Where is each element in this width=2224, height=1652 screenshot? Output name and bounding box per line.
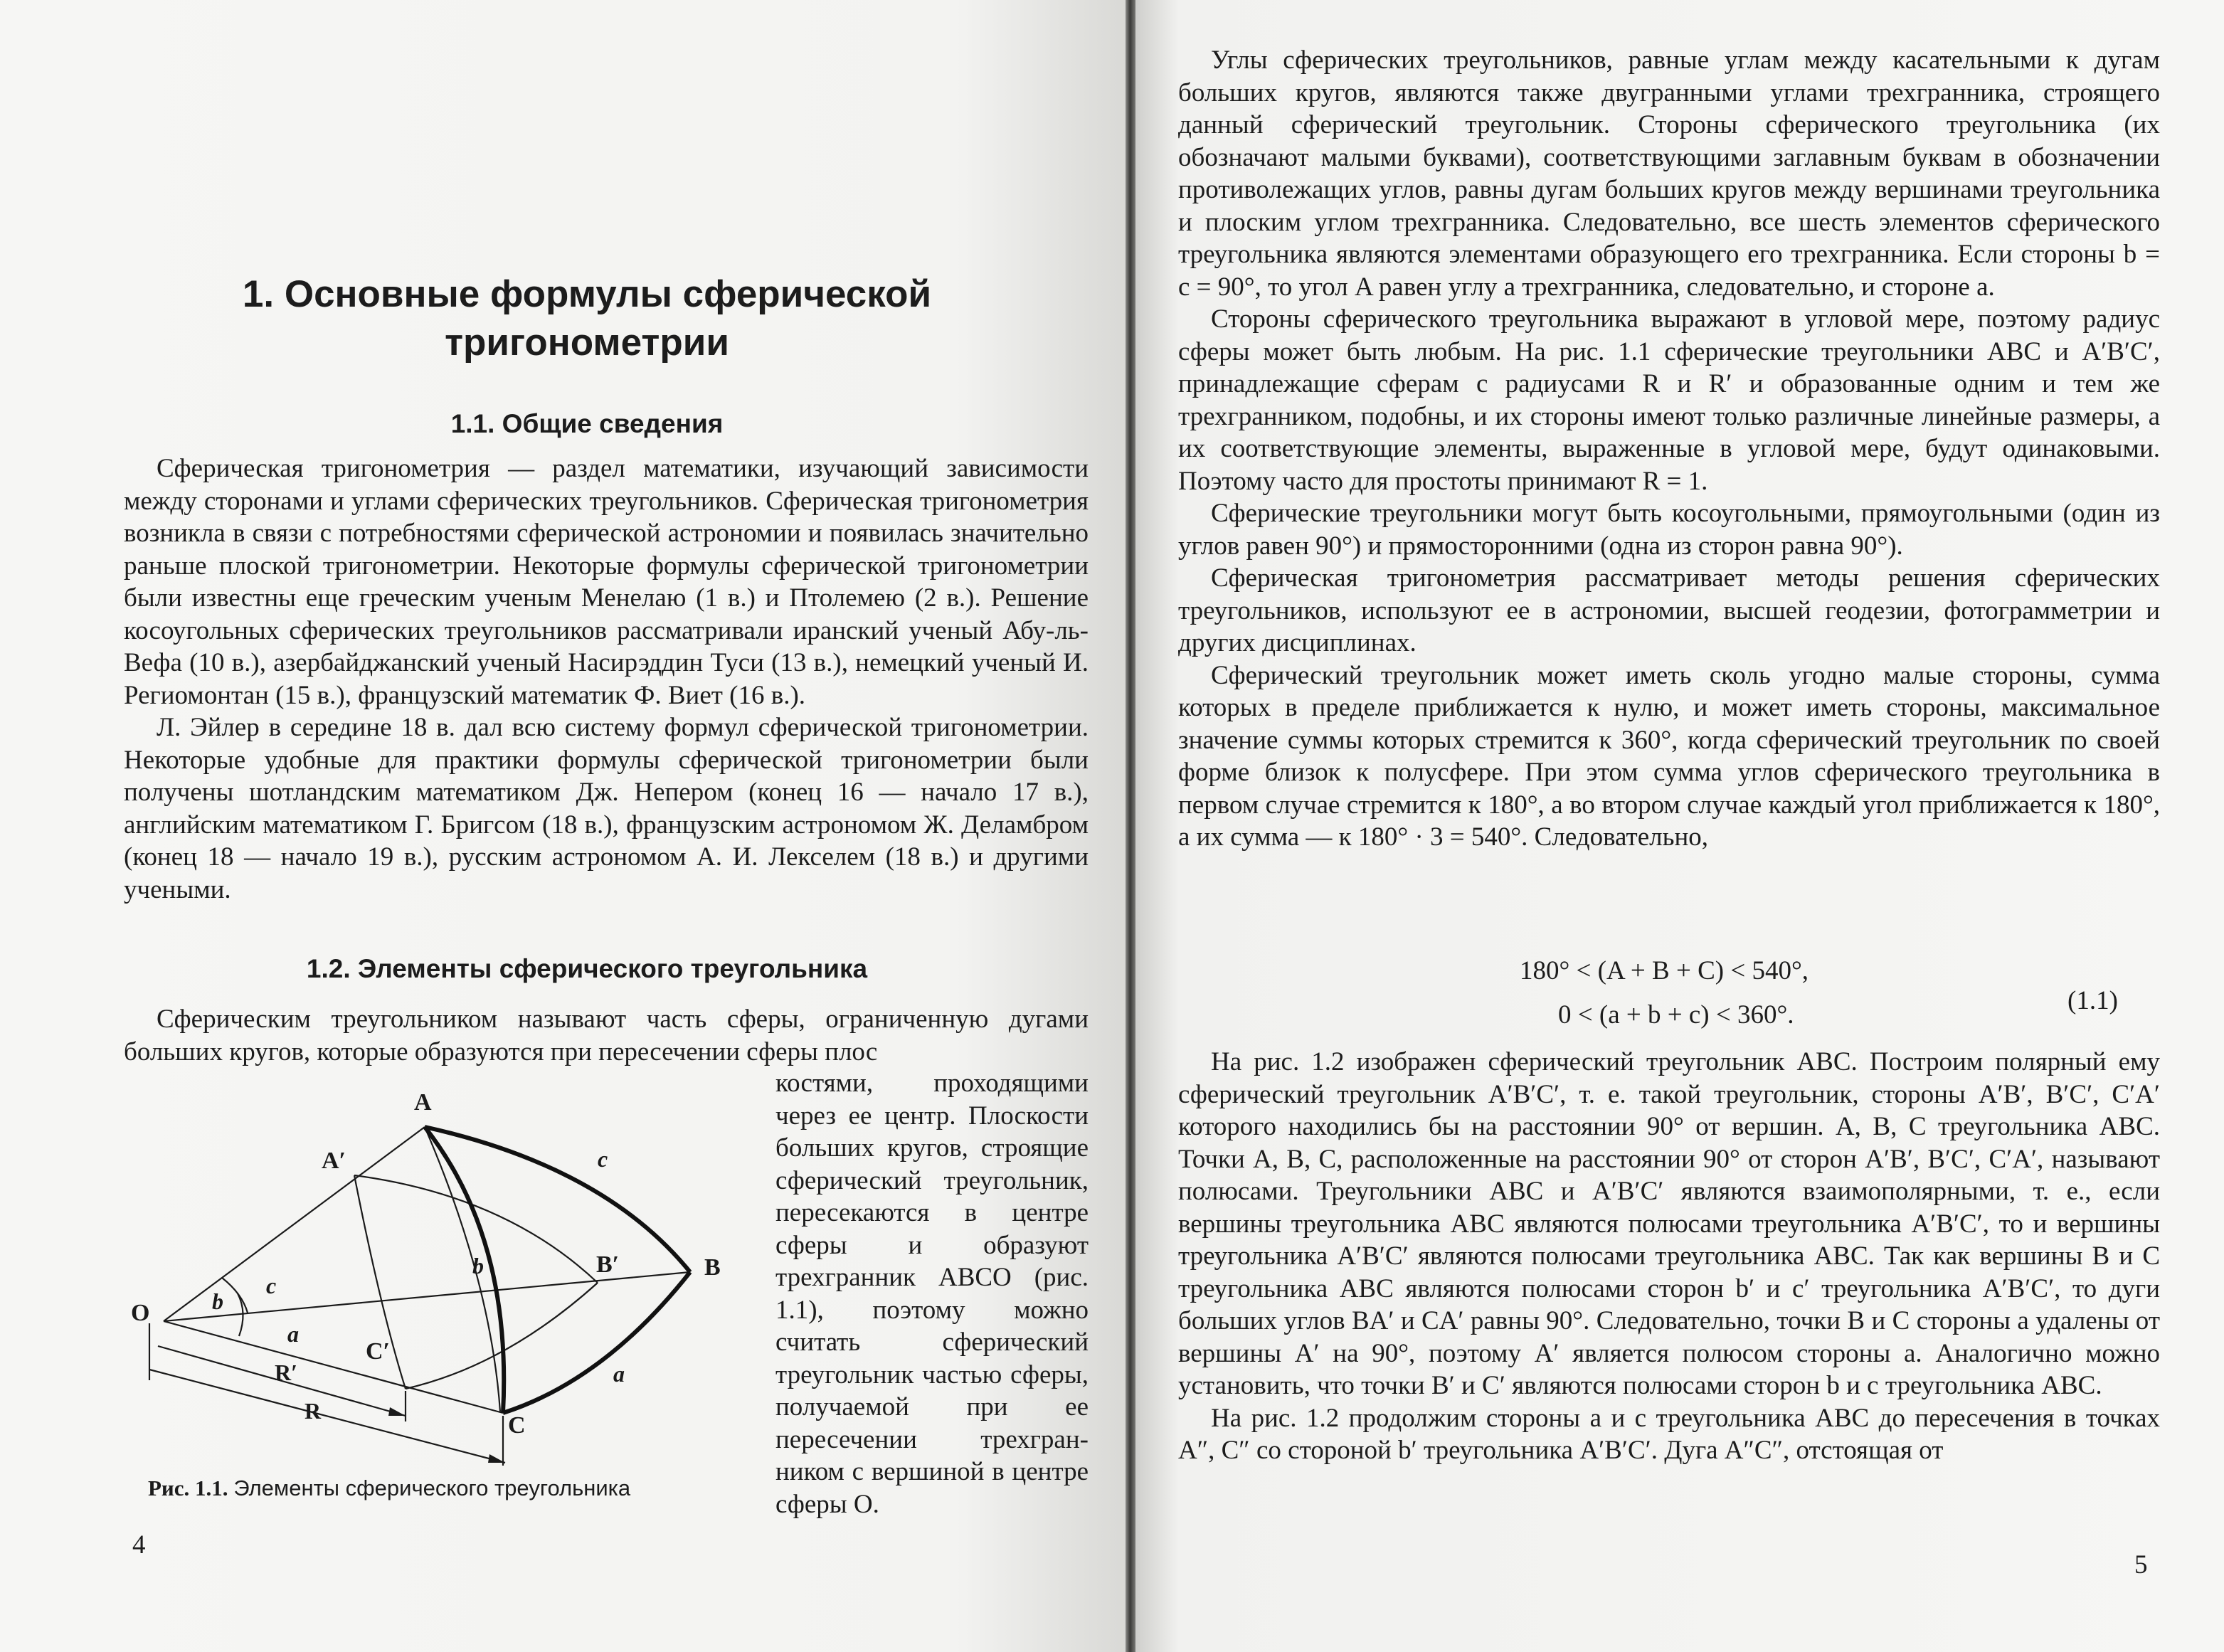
arrow-R-prime-end	[388, 1407, 406, 1416]
right-paragraph-3: Сферические треугольники могут быть косоугольными, прямоугольными (один из углов равен 90°) и прямосторонними (одна из сторон равна 90°).	[1178, 499, 2160, 561]
formula-number: (1.1)	[2067, 986, 2118, 1015]
label-B: B	[704, 1254, 721, 1281]
right-paragraph-4: Сферическая тригонометрия рассматривает методы решения сферических треугольников, используют ее в астрономии, высшей геодезии, фотограмметрии и других дисциплинах.	[1178, 563, 2160, 657]
right-paragraph-7: На рис. 1.2 продолжим стороны a и c треугольника ABC до пересечения в точках A″, C″ со стороной b′ треугольника A′B′C′. Дуга A″C″, отстоящая от	[1178, 1403, 2160, 1465]
label-R-prime: R′	[275, 1360, 298, 1385]
section-1-2-intro-text: Сферическим треугольником называют часть сферы, ограниченную дугами больших кругов, которые образуются при пересечении сферы плос	[124, 1005, 1089, 1066]
figure-caption-text: Элементы сферического треугольника	[233, 1476, 631, 1500]
section-1-1-heading: 1.1. Общие сведения	[450, 409, 724, 438]
label-C: C	[508, 1412, 526, 1439]
right-paragraph-5: Сферический треугольник может иметь сколь угодно малые стороны, сумма которых в пределе приближается к нулю, и может иметь стороны, максимальное значение суммы которых стремится к 360°, когда сферический треугольник по своей форме близок к полусфере. При этом сумма углов сферического треугольника в первом случае стремится к 180°, а во втором случае каждый угол приближается к 180°, а их сумма — к 180° · 3 = 540°. Следовательно,	[1178, 660, 2160, 852]
label-arc-c: c	[598, 1146, 608, 1172]
figure-1-1-caption	[148, 1476, 630, 1501]
label-angle-a: a	[287, 1321, 299, 1347]
right-paragraph-6: На рис. 1.2 изображен сферический треугольник ABC. Построим полярный ему сферический треугольник A′B′C′, т. е. такой треугольник, стороны A′B′, B′C′, C′A′ которого находились бы на расстоянии 90° от вершин. A, B, C треугольника ABC. Точки A, B, C, расположенные на расстоянии 90° от сторон A′B′, B′C′, C′A′, называют полюсами. Треугольники ABC и A′B′C′ являются взаимополярными, т. е., если вершины треугольника ABC являются полюсами треугольника A′B′C′, то и вершины треугольника A′B′C′ являются полюсами треугольника ABC. Так как вершины B и C треугольника ABC являются полюсами сторон b′ и c′ треугольника A′B′C′, то дуги больших углов BA′ и CA′ равны 90°. Следовательно, точки B и C стороны a удалены от вершины A′ на 90°, поэтому A′ является полюсом стороны a. Аналогично можно установить, что точки B′ и C′ являются полюсами сторон b и c треугольника ABC.	[1178, 1047, 2160, 1400]
left-page-number: 4	[132, 1530, 146, 1560]
label-B-prime: B′	[596, 1251, 620, 1278]
ray-OC	[164, 1321, 503, 1413]
label-A-prime: A′	[322, 1148, 346, 1174]
right-page-body-bottom	[1178, 1046, 2160, 1467]
right-page-number: 5	[2134, 1550, 2148, 1579]
figure-caption-number: Рис. 1.1.	[148, 1476, 228, 1500]
right-page-body-top	[1178, 44, 2160, 854]
ray-OA	[164, 1127, 425, 1321]
angle-arc-c	[222, 1278, 248, 1313]
arc-a-thick	[503, 1272, 690, 1413]
label-angle-b: b	[212, 1288, 223, 1314]
section-1-2-heading: 1.2. Элементы сферического треугольника	[306, 954, 868, 983]
label-arc-b: b	[472, 1253, 484, 1278]
label-R: R	[305, 1398, 322, 1424]
chapter-title: 1. Основные формулы сферической тригонометрии	[242, 273, 932, 364]
label-A: A	[414, 1089, 432, 1116]
arc-AC-inner	[425, 1127, 500, 1412]
book-gutter	[1126, 0, 1135, 1652]
formula-line-2: 0 < (a + b + c) < 360°.	[1558, 1000, 1794, 1029]
right-paragraph-1: Углы сферических треугольников, равные углам между касательными к дугам больших кругов, являются также двугранными углами трехгранника, строящего данный сферический треугольник. Стороны сферического треугольника (их обозначают малыми буквами), соответствующими заглавным буквам в обозначении противолежащих углов, равны дугам больших кругов между вершинами треугольника и плоским углом трехгранника. Следовательно, все шесть элементов сферического треугольника являются элементами образующего его трехгранника. Если стороны b = c = 90°, то угол A равен углу a трехгранника, следовательно, и стороне a.	[1178, 46, 2160, 302]
right-page	[1135, 0, 2224, 1652]
dim-line-R	[149, 1370, 505, 1463]
formula-line-1: 180° < (A + B + C) < 540°,	[1520, 956, 1809, 985]
section-1-1-body	[124, 452, 1089, 906]
label-C-prime: C′	[366, 1338, 391, 1365]
section-1-1-paragraph-2: Л. Эйлер в середине 18 в. дал всю систему формул сферической тригонометрии. Некоторые удобные для практики формулы сферической тригонометрии были получены шотландским математиком Дж. Непером (конец 16 — начало 17 в.), английским математиком Г. Бригсом (18 в.), французским астрономом Ж. Деламбром (конец 18 — начало 19 в.), русским астрономом А. И. Лекселем (18 в.) и другими учеными.	[124, 713, 1089, 904]
figure-1-1	[107, 1067, 861, 1466]
label-O: O	[131, 1300, 150, 1326]
label-arc-a: a	[613, 1361, 625, 1387]
section-1-2-intro	[124, 1003, 1089, 1068]
section-1-2-side-paragraph: костями, проходящими через ее центр. Плоскости больших кругов, строящие сферический треугольник, пересекаются в центре сферы и образуют трехгранник ABCO (рис. 1.1), поэтому можно считать сферический треугольник частью сферы, получаемой при ее пересечении трехгранником с вершиной в центре сферы O.	[775, 1069, 1089, 1519]
label-angle-c: c	[266, 1273, 277, 1298]
section-1-1-paragraph-1: Сферическая тригонометрия — раздел математики, изучающий зависимости между сторонами и углами сферических треугольников. Сферическая тригонометрия возникла в связи с потребностями сферической астрономии и появилась значительно раньше плоской тригонометрии. Некоторые формулы сферической тригонометрии были известны еще греческим ученым Менелаю (1 в.) и Птолемею (2 в.). Решение косоугольных сферических треугольников рассматривали иранский ученый Абу-ль-Вефа (10 в.), азербайджанский ученый Насирэддин Туси (13 в.), немецкий ученый И. Региомонтан (15 в.), французский математик Ф. Виет (16 в.).	[124, 454, 1089, 710]
right-paragraph-2: Стороны сферического треугольника выражают в угловой мере, поэтому радиус сферы может быть любым. На рис. 1.1 сферические треугольники ABC и A′B′C′, принадлежащие сферам с радиусами R и R′ и образованные одним и тем же трехгранником, подобны, и их стороны имеют только различные линейные размеры, а их соответствующие элементы, выраженные в угловой мере, будут одинаковыми. Поэтому часто для простоты принимают R = 1.	[1178, 305, 2160, 496]
